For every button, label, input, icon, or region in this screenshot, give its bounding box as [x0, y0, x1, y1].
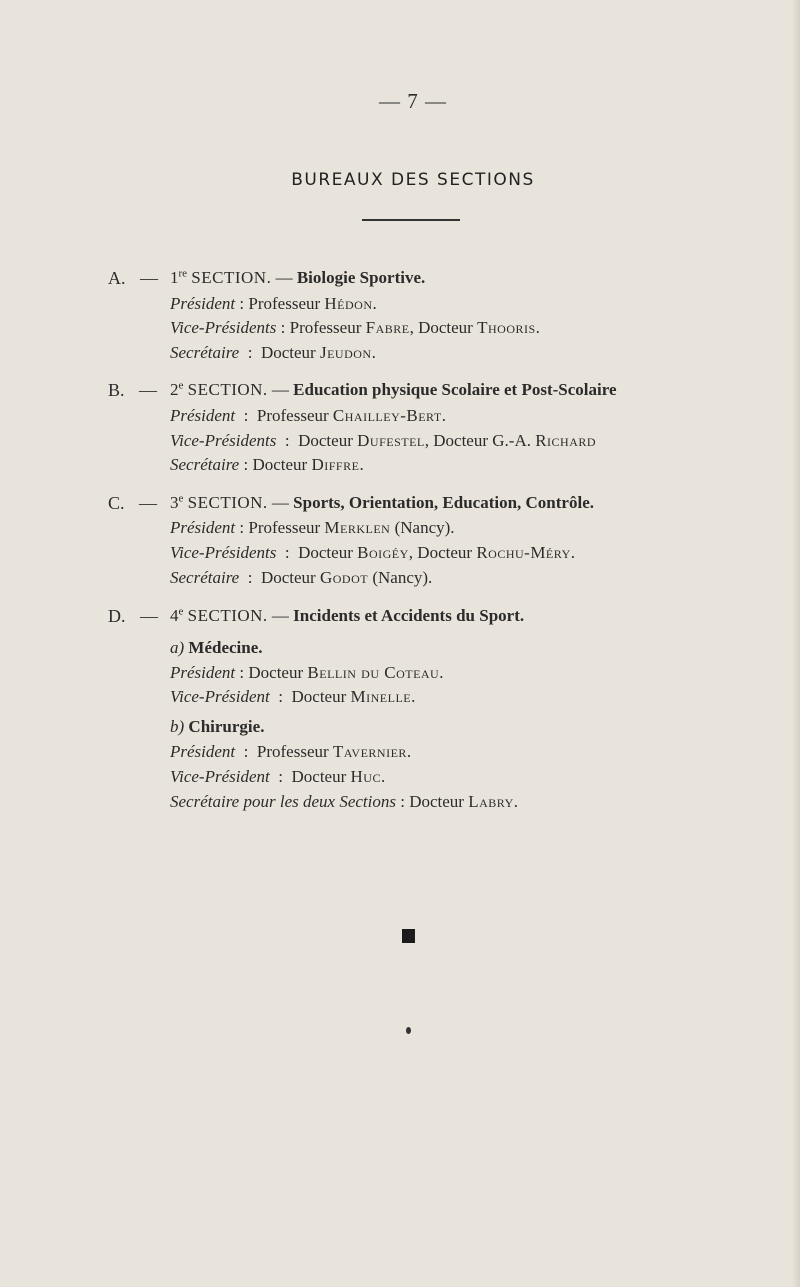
section-d-sub-b-vice-president: Vice-Président : Docteur Huc. — [170, 767, 386, 786]
section-c-vice-presidents: Vice-Présidents : Docteur Boigéy, Docteur Rochu-Méry. — [170, 543, 576, 562]
page-edge-shadow — [792, 0, 800, 1287]
section-a-heading: 1re SECTION. — Biologie Sportive. — [170, 267, 426, 287]
section-d-sub-b-secretary: Secrétaire pour les deux Sections : Docteur Labry. — [170, 792, 519, 811]
square-ornament — [402, 929, 415, 943]
section-d-heading: 4e SECTION. — Incidents et Accidents du Sport. — [170, 605, 525, 625]
section-d-sub-a-president: Président : Docteur Bellin du Coteau. — [170, 663, 444, 682]
section-d-sub-b-heading: b) Chirurgie. — [170, 717, 265, 736]
section-d-name: Incidents et Accidents du Sport. — [293, 606, 525, 625]
section-d-sub-a-vice-president: Vice-Président : Docteur Minelle. — [170, 687, 416, 706]
section-c-secretary: Secrétaire : Docteur Godot (Nancy). — [170, 568, 433, 587]
section-d-sub-a-heading: a) Médecine. — [170, 638, 263, 657]
section-letter-c: C. — — [108, 493, 158, 513]
section-a-name: Biologie Sportive. — [296, 268, 426, 287]
section-letter-a: A. — — [108, 268, 158, 288]
page-number: — 7 — — [379, 89, 447, 113]
section-a-president: Président : Professeur Hédon. — [170, 294, 377, 313]
section-b-name: Education physique Scolaire et Post-Scolaire — [293, 380, 617, 399]
dot-ornament — [406, 1027, 411, 1034]
section-letter-d: D. — — [108, 606, 158, 626]
page-title: BUREAUX DES SECTIONS — [291, 170, 535, 190]
section-b-president: Président : Professeur Chailley-Bert. — [170, 406, 446, 425]
section-d-sub-b-president: Président : Professeur Tavernier. — [170, 742, 412, 761]
section-c-president: Président : Professeur Merklen (Nancy). — [170, 518, 455, 537]
section-b-heading: 2e SECTION. — Education physique Scolaire et Post-Scolaire — [170, 379, 617, 399]
section-c-name: Sports, Orientation, Education, Contrôle. — [293, 493, 594, 512]
section-a-vice-presidents: Vice-Présidents : Professeur Fabre, Docteur Thooris. — [170, 318, 540, 337]
section-b-vice-presidents: Vice-Présidents : Docteur Dufestel, Docteur G.-A. Richard — [170, 431, 597, 450]
section-c-heading: 3e SECTION. — Sports, Orientation, Education, Contrôle. — [170, 492, 594, 512]
section-b-secretary: Secrétaire : Docteur Diffre. — [170, 455, 364, 474]
section-letter-b: B. — — [108, 380, 158, 400]
title-divider — [362, 219, 460, 221]
section-a-secretary: Secrétaire : Docteur Jeudon. — [170, 343, 376, 362]
